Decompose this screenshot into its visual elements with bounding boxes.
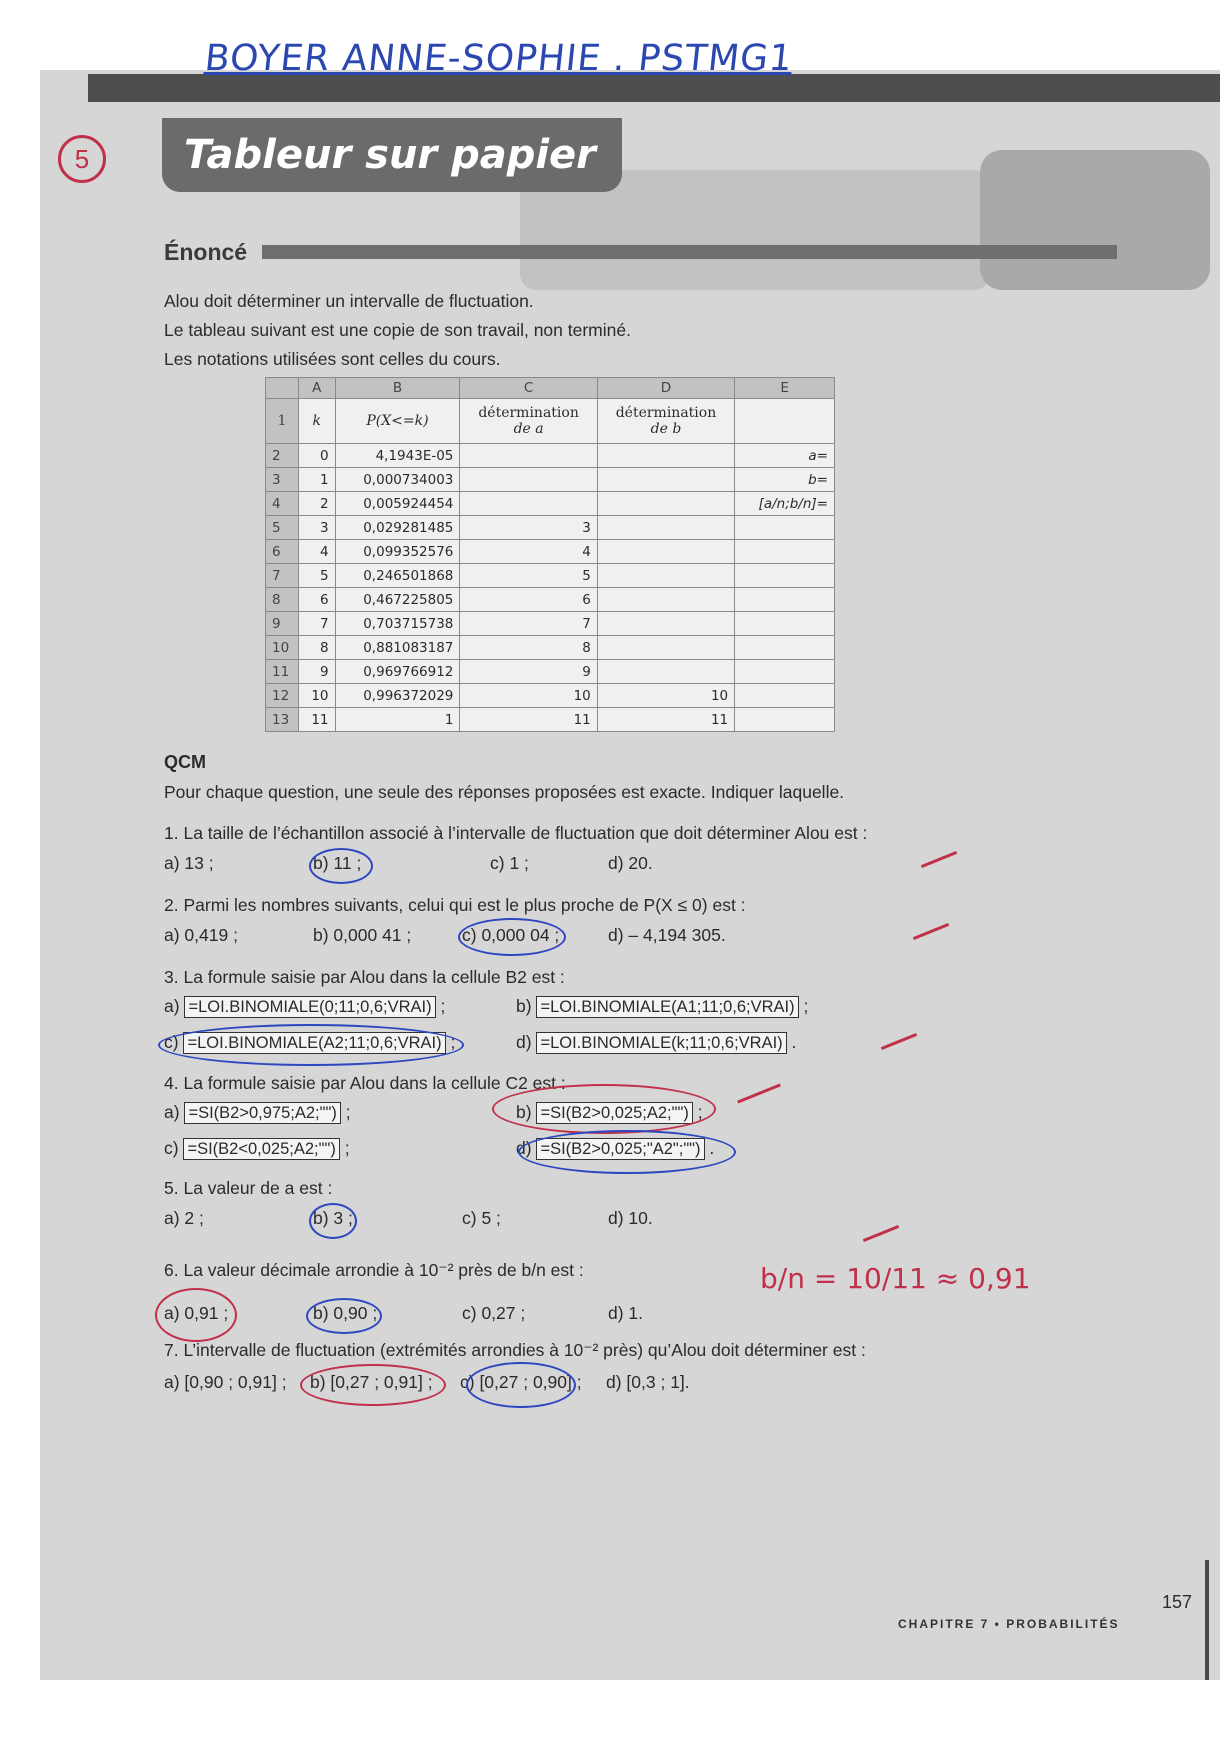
cell: 1 [335, 708, 460, 732]
answer-circle [300, 1364, 446, 1406]
cell: 8 [460, 636, 597, 660]
cell: 2 [299, 492, 336, 516]
q3-option-c: c) =LOI.BINOMIALE(A2;11;0,6;VRAI) ; [164, 1032, 456, 1052]
q6-option-b: b) 0,90 ; [313, 1303, 378, 1323]
row-header: 1 [266, 399, 299, 444]
q2-option-d: d) – 4,194 305. [608, 925, 726, 945]
exercise-number: 5 [58, 135, 106, 183]
cell: 0,029281485 [335, 516, 460, 540]
cell: 3 [460, 516, 597, 540]
question-4: 4. La formule saisie par Alou dans la cellule C2 est : [164, 1073, 566, 1093]
answer-circle [158, 1024, 464, 1066]
table-row [266, 708, 835, 732]
table-row [266, 588, 835, 612]
table-row [266, 684, 835, 708]
cell: 11 [460, 708, 597, 732]
cell [597, 636, 734, 660]
table-row [266, 612, 835, 636]
row-header: 6 [266, 540, 299, 564]
formula-box: =SI(B2>0,975;A2;"") [184, 1102, 340, 1124]
enonce-line: Les notations utilisées sont celles du cours. [164, 349, 501, 369]
row-header: 5 [266, 516, 299, 540]
q4-option-d: d) =SI(B2>0,025;"A2";"") . [516, 1138, 715, 1158]
page-title: Tableur sur papier [162, 118, 622, 192]
cell: a= [735, 444, 835, 468]
q4-option-a: a) =SI(B2>0,975;A2;"") ; [164, 1102, 351, 1122]
cell [460, 492, 597, 516]
column-header: A [299, 378, 336, 399]
column-header: C [460, 378, 597, 399]
cell [735, 516, 835, 540]
cell: 7 [460, 612, 597, 636]
q7-option-c: c) [0,27 ; 0,90] ; [460, 1372, 582, 1392]
cell: 6 [460, 588, 597, 612]
row-header: 9 [266, 612, 299, 636]
enonce-heading: Énoncé [164, 239, 248, 265]
cell [735, 399, 835, 444]
option-label: d) [516, 1032, 532, 1052]
handwritten-note: b/n = 10/11 ≈ 0,91 [760, 1262, 1031, 1295]
q6-option-a: a) 0,91 ; [164, 1303, 229, 1323]
column-header: D [597, 378, 734, 399]
q1-option-c: c) 1 ; [490, 853, 529, 873]
question-2: 2. Parmi les nombres suivants, celui qui est le plus proche de P(X ≤ 0) est : [164, 895, 746, 915]
student-name: BOYER ANNE-SOPHIE . PSTMG1 [202, 38, 796, 79]
cell [597, 444, 734, 468]
answer-circle [492, 1084, 716, 1134]
q5-option-d: d) 10. [608, 1208, 653, 1228]
question-3: 3. La formule saisie par Alou dans la cellule B2 est : [164, 967, 565, 987]
cell [597, 540, 734, 564]
q2-option-a: a) 0,419 ; [164, 925, 238, 945]
cell-line: détermination [615, 405, 717, 421]
enonce-line: Alou doit déterminer un intervalle de fluctuation. [164, 291, 534, 311]
answer-circle [155, 1288, 237, 1342]
cell [597, 399, 734, 444]
cell: 4,1943E-05 [335, 444, 460, 468]
cell: 10 [597, 684, 734, 708]
spreadsheet-table [265, 377, 835, 732]
answer-circle [309, 1203, 357, 1239]
question-1: 1. La taille de l’échantillon associé à l’intervalle de fluctuation que doit déterminer Alou est : [164, 823, 868, 843]
enonce-line: Le tableau suivant est une copie de son travail, non terminé. [164, 320, 631, 340]
cell [735, 660, 835, 684]
formula-box: =SI(B2>0,025;A2;"") [536, 1102, 692, 1124]
cell [597, 660, 734, 684]
page-number: 157 [1162, 1592, 1193, 1612]
question-5: 5. La valeur de a est : [164, 1178, 333, 1198]
cell-line: de a [513, 421, 544, 437]
cell: b= [735, 468, 835, 492]
cell [735, 540, 835, 564]
q5-option-b: b) 3 ; [313, 1208, 353, 1228]
cell: 0 [299, 444, 336, 468]
cell [460, 444, 597, 468]
margin-rule [1205, 1560, 1209, 1680]
formula-box: =SI(B2<0,025;A2;"") [183, 1138, 339, 1160]
table-row [266, 492, 835, 516]
chapter-footer: CHAPITRE 7 • PROBABILITÉS [898, 1617, 1120, 1631]
q5-option-c: c) 5 ; [462, 1208, 501, 1228]
cell [735, 564, 835, 588]
q3-option-d: d) =LOI.BINOMIALE(k;11;0,6;VRAI) . [516, 1032, 797, 1052]
option-label: d) [516, 1138, 532, 1158]
answer-circle [306, 1298, 382, 1334]
cell: 7 [299, 612, 336, 636]
cell: 0,005924454 [335, 492, 460, 516]
table-row [266, 399, 835, 444]
cell: 3 [299, 516, 336, 540]
cell: 9 [299, 660, 336, 684]
cell: 11 [597, 708, 734, 732]
table-row [266, 540, 835, 564]
cell: 4 [299, 540, 336, 564]
cell [735, 612, 835, 636]
enonce-text [164, 287, 631, 374]
formula-box: =LOI.BINOMIALE(0;11;0,6;VRAI) [184, 996, 435, 1018]
cell: 10 [460, 684, 597, 708]
q7-option-d: d) [0,3 ; 1]. [606, 1372, 690, 1392]
table-row [266, 444, 835, 468]
cell [597, 492, 734, 516]
formula-box: =LOI.BINOMIALE(k;11;0,6;VRAI) [536, 1032, 786, 1054]
cell [597, 468, 734, 492]
table-row [266, 516, 835, 540]
q1-option-a: a) 13 ; [164, 853, 214, 873]
q4-option-c: c) =SI(B2<0,025;A2;"") ; [164, 1138, 350, 1158]
qcm-title: QCM [164, 752, 206, 772]
question-7: 7. L’intervalle de fluctuation (extrémités arrondies à 10⁻² près) qu’Alou doit déterminer est : [164, 1340, 866, 1360]
q3-option-a: a) =LOI.BINOMIALE(0;11;0,6;VRAI) ; [164, 996, 446, 1016]
cell: 0,246501868 [335, 564, 460, 588]
cell: 0,467225805 [335, 588, 460, 612]
table-row [266, 468, 835, 492]
cell: 0,099352576 [335, 540, 460, 564]
cell [597, 612, 734, 636]
formula-box: =SI(B2>0,025;"A2";"") [536, 1138, 704, 1160]
cell: 1 [299, 468, 336, 492]
cell: 5 [299, 564, 336, 588]
q4-option-b: b) =SI(B2>0,025;A2;"") ; [516, 1102, 703, 1122]
row-header: 12 [266, 684, 299, 708]
cell [735, 684, 835, 708]
q1-option-b: b) 11 ; [313, 853, 362, 873]
cell [597, 516, 734, 540]
cell: 10 [299, 684, 336, 708]
formula-box: =LOI.BINOMIALE(A1;11;0,6;VRAI) [536, 996, 798, 1018]
cell: k [299, 399, 336, 444]
option-label: b) [516, 1102, 532, 1122]
q1-option-d: d) 20. [608, 853, 653, 873]
cell [460, 468, 597, 492]
row-header: 7 [266, 564, 299, 588]
cell [597, 588, 734, 612]
table-row [266, 636, 835, 660]
cell: 6 [299, 588, 336, 612]
option-label: b) [516, 996, 532, 1016]
q5-option-a: a) 2 ; [164, 1208, 204, 1228]
cell: 0,969766912 [335, 660, 460, 684]
option-label: a) [164, 996, 180, 1016]
cell: 0,996372029 [335, 684, 460, 708]
cell [735, 588, 835, 612]
cell [597, 564, 734, 588]
table-row [266, 660, 835, 684]
cell [735, 636, 835, 660]
row-header: 13 [266, 708, 299, 732]
row-header: 11 [266, 660, 299, 684]
q2-option-b: b) 0,000 41 ; [313, 925, 412, 945]
cell: [a/n;b/n]= [735, 492, 835, 516]
cell: 8 [299, 636, 336, 660]
answer-circle [458, 918, 566, 956]
column-header: B [335, 378, 460, 399]
column-header: E [735, 378, 835, 399]
q3-option-b: b) =LOI.BINOMIALE(A1;11;0,6;VRAI) ; [516, 996, 809, 1016]
answer-circle [309, 848, 373, 884]
cell: 0,703715738 [335, 612, 460, 636]
table-row [266, 564, 835, 588]
question-6: 6. La valeur décimale arrondie à 10⁻² près de b/n est : [164, 1260, 584, 1280]
q6-option-d: d) 1. [608, 1303, 644, 1323]
row-header: 8 [266, 588, 299, 612]
row-header: 2 [266, 444, 299, 468]
cell [460, 399, 597, 444]
q6-option-c: c) 0,27 ; [462, 1303, 526, 1323]
cell: 9 [460, 660, 597, 684]
row-header: 3 [266, 468, 299, 492]
qcm-intro: Pour chaque question, une seule des réponses proposées est exacte. Indiquer laquelle. [164, 782, 845, 802]
cell: 5 [460, 564, 597, 588]
cell: P(X<=k) [335, 399, 460, 444]
cell [735, 708, 835, 732]
cell: 11 [299, 708, 336, 732]
cell: 4 [460, 540, 597, 564]
cell-line: de b [650, 421, 682, 437]
q2-option-c: c) 0,000 04 ; [462, 925, 560, 945]
answer-circle [518, 1130, 736, 1174]
answer-circle [466, 1362, 576, 1408]
corner-cell [266, 378, 299, 399]
enonce-bar [262, 245, 1117, 259]
cell: 0,881083187 [335, 636, 460, 660]
formula-box: =LOI.BINOMIALE(A2;11;0,6;VRAI) [183, 1032, 445, 1054]
option-label: c) [164, 1032, 179, 1052]
option-label: a) [164, 1102, 180, 1122]
cell: 0,000734003 [335, 468, 460, 492]
row-header: 10 [266, 636, 299, 660]
row-header: 4 [266, 492, 299, 516]
cell-line: détermination [478, 405, 579, 421]
option-label: c) [164, 1138, 179, 1158]
q7-option-b: b) [0,27 ; 0,91] ; [310, 1372, 433, 1392]
q7-option-a: a) [0,90 ; 0,91] ; [164, 1372, 287, 1392]
chapter-tab-shade [980, 150, 1210, 290]
